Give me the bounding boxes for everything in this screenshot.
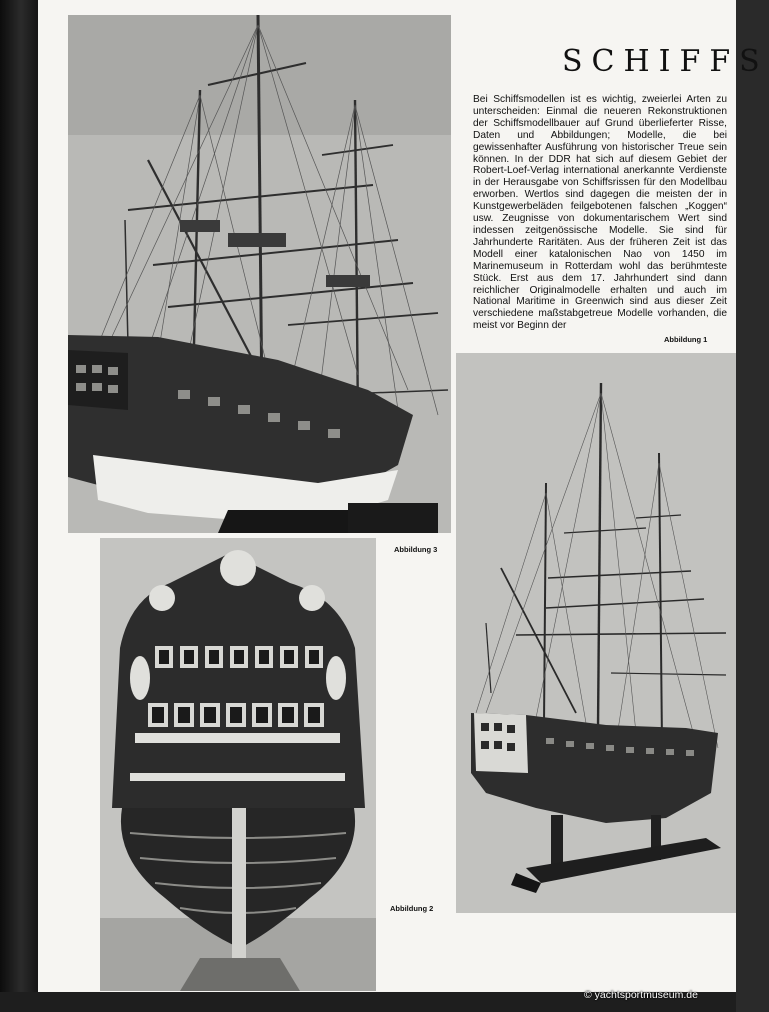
caption-abbildung-1: Abbildung 1 — [664, 335, 708, 344]
ship-model-photo-three-quarter-view — [456, 353, 736, 913]
caption-abbildung-2: Abbildung 2 — [390, 904, 434, 913]
article-title: SCHIFFS — [562, 44, 769, 79]
ship-model-photo-stern-view — [100, 538, 376, 991]
book-binding-shadow — [0, 0, 38, 1012]
article-body: Bei Schiffsmodellen ist es wichtig, zweierlei Arten zu unterscheiden: Einmal die neueren Rekonstruktionen der Schiffsmodellbauer auf Grund überlieferter Risse, Daten und Abbildungen; Modelle, die bei gewissenhafter Ausführung von historischer Treue sein können. In der DDR hat sich auf diesem Gebiet der Robert-Loef-Verlag international anerkannte Verdienste in der Herausgabe von Schiffsrissen für den Modellbau erworben. Wertlos sind dagegen die meisten der in Kunstgewerbeläden feilgebotenen falschen „Koggen“ usw. Zeugnisse von dokumentarischem Wert sind indessen zeitgenössische Modelle. Sie sind für Jahrhunderte Raritäten. Aus der früheren Zeit ist das Modell einer katalonischen Nao von 1450 im Marinemuseum in Rotterdam wohl das berühmteste Stück. Erst aus dem 17. Jahrhundert sind dann reichlicher Originalmodelle erhalten und auch im National Maritime in Greenwich sind aus dieser Zeit verschiedene maßstabgetreue Modelle vorhanden, die meist vor Beginn der — [473, 94, 727, 332]
watermark-text: © yachtsportmuseum.de — [584, 989, 698, 1001]
ship-model-photo-side-view — [68, 15, 451, 533]
magazine-page — [38, 0, 769, 992]
caption-abbildung-3: Abbildung 3 — [394, 545, 438, 554]
